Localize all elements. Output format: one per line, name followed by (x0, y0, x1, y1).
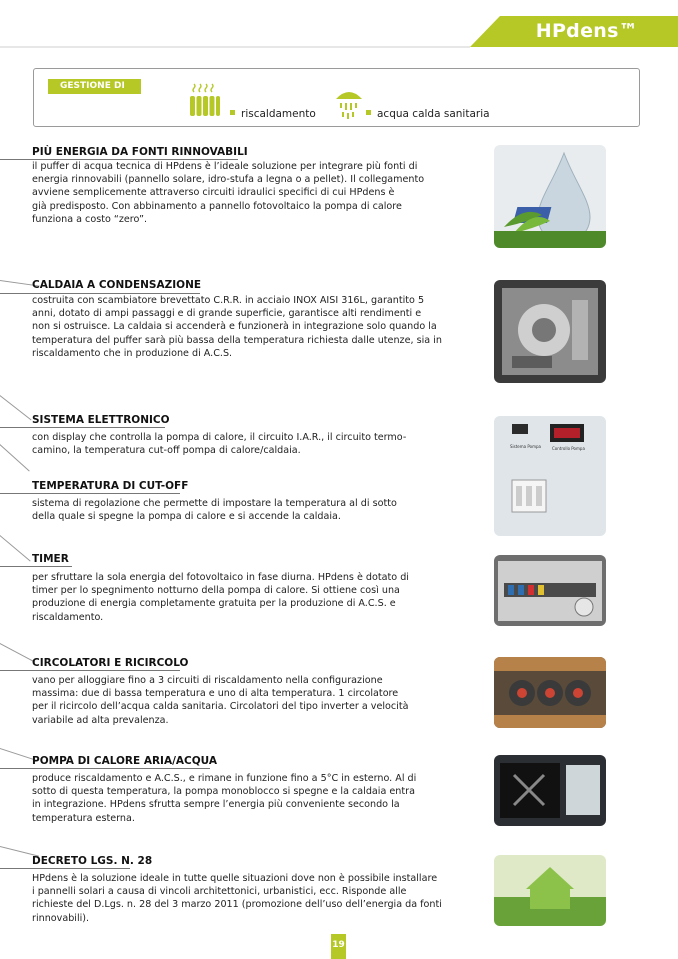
shower-icon (332, 85, 366, 121)
management-tag: GESTIONE DI (48, 79, 141, 94)
heat-pump-image (494, 755, 606, 826)
section-underline (0, 427, 165, 428)
section-divider (0, 643, 35, 663)
section-title-circulators: CIRCOLATORI E RICIRCOLO (32, 657, 189, 669)
circulators-image (494, 657, 606, 728)
bullet-square (366, 110, 371, 115)
section-text-heat-pump: produce riscaldamento e A.C.S., e rimane in funzione fino a 5°C in esterno. Al di sotto di questa temperatura, la pompa monoblocco si spegne e la caldaia entra in integrazione. HPdens sfrutta sempre l’energia più conveniente secondo la temperatura esterna. (32, 773, 417, 824)
section-divider (0, 535, 31, 561)
management-item-hot-water: acqua calda sanitaria (366, 108, 490, 120)
section-title-electronics: SISTEMA ELETTRONICO (32, 414, 170, 426)
section-underline (0, 768, 210, 769)
management-item-heating: riscaldamento (230, 108, 316, 120)
radiator-icon (188, 82, 222, 118)
section-text-renewable: il puffer di acqua tecnica di HPdens è l’ideale soluzione per integrare più fonti di energia rinnovabili (pannello solare, idro-stufa a legna o a pellet). Il collegamento avviene semplicemente attraverso circuiti idraulici specifici di cui HPdens è già predisposto. Con abbinamento a pannello fotovoltaico la pompa di calore funziona a costo “zero”. (32, 161, 425, 225)
section-underline (0, 566, 72, 567)
timer-wiring-image (494, 555, 606, 626)
renewable-energy-image (494, 145, 606, 248)
section-divider (0, 444, 30, 472)
panel-label-right: Controllo Pompa (552, 446, 585, 451)
green-house-image (494, 855, 606, 926)
section-underline (0, 868, 130, 869)
page-number: 19 (331, 934, 346, 959)
section-text-electronics: con display che controlla la pompa di calore, il circuito I.A.R., il circuito termo- camino, la temperatura cut-off pompa di calore/caldaia. (32, 432, 407, 457)
section-underline (0, 493, 180, 494)
section-title-boiler: CALDAIA A CONDENSAZIONE (32, 279, 202, 291)
section-text-circulators: vano per alloggiare fino a 3 circuiti di riscaldamento nella configurazione massima: due di bassa temperatura e uno di alta temperatura. 1 circolatore per il ricircolo dell’acqua calda sanitaria. Circolatori del tipo inverter a velocità variabile ad alta prevalenza. (32, 675, 409, 726)
section-divider (0, 395, 32, 420)
section-text-boiler: costruita con scambiatore brevettato C.R.R. in acciaio INOX AISI 316L, garantito 5 anni, dotato di ampi passaggi e di grande superficie, garantisce alti rendimenti e non si ostruisce. La caldaia si accenderà e funzionerà in integrazione solo quando la temperatura del puffer sarà più bassa della temperatura richiesta dalle utenze, sia in riscaldamento che in produzione di A.C.S. (32, 295, 442, 359)
section-title-decree: DECRETO LGS. N. 28 (32, 855, 153, 867)
section-title-renewable: PIÙ ENERGIA DA FONTI RINNOVABILI (32, 146, 248, 158)
section-text-decree: HPdens è la soluzione ideale in tutte quelle situazioni dove non è possibile installare i pannelli solari a causa di vincoli architettonici, urbanistici, ecc. Risponde alle richieste del D.Lgs. n. 28 del 3 marzo 2011 (promozione dell’uso dell’energia da fonti rinnovabili). (32, 873, 442, 924)
section-title-timer: TIMER (32, 553, 69, 565)
section-title-heat-pump: POMPA DI CALORE ARIA/ACQUA (32, 755, 218, 767)
control-panel-image (494, 416, 606, 536)
section-text-cutoff: sistema di regolazione che permette di impostare la temperatura al di sotto della quale si spegne la pompa di calore e si accende la caldaia. (32, 498, 397, 523)
condensing-boiler-image (494, 280, 606, 383)
section-underline (0, 670, 180, 671)
panel-label-left: Sistema Pompa (510, 444, 541, 449)
section-title-cutoff: TEMPERATURA DI CUT-OFF (32, 480, 189, 492)
section-text-timer: per sfruttare la sola energia del fotovoltaico in fase diurna. HPdens è dotato di timer per lo spegnimento notturno della pompa di calore. Si ottiene così una produzione di energia completamente gratuita per la produzione di A.C.S. e riscaldamento. (32, 572, 409, 623)
bullet-square (230, 110, 235, 115)
brand-title: HPdens™ (535, 20, 638, 42)
